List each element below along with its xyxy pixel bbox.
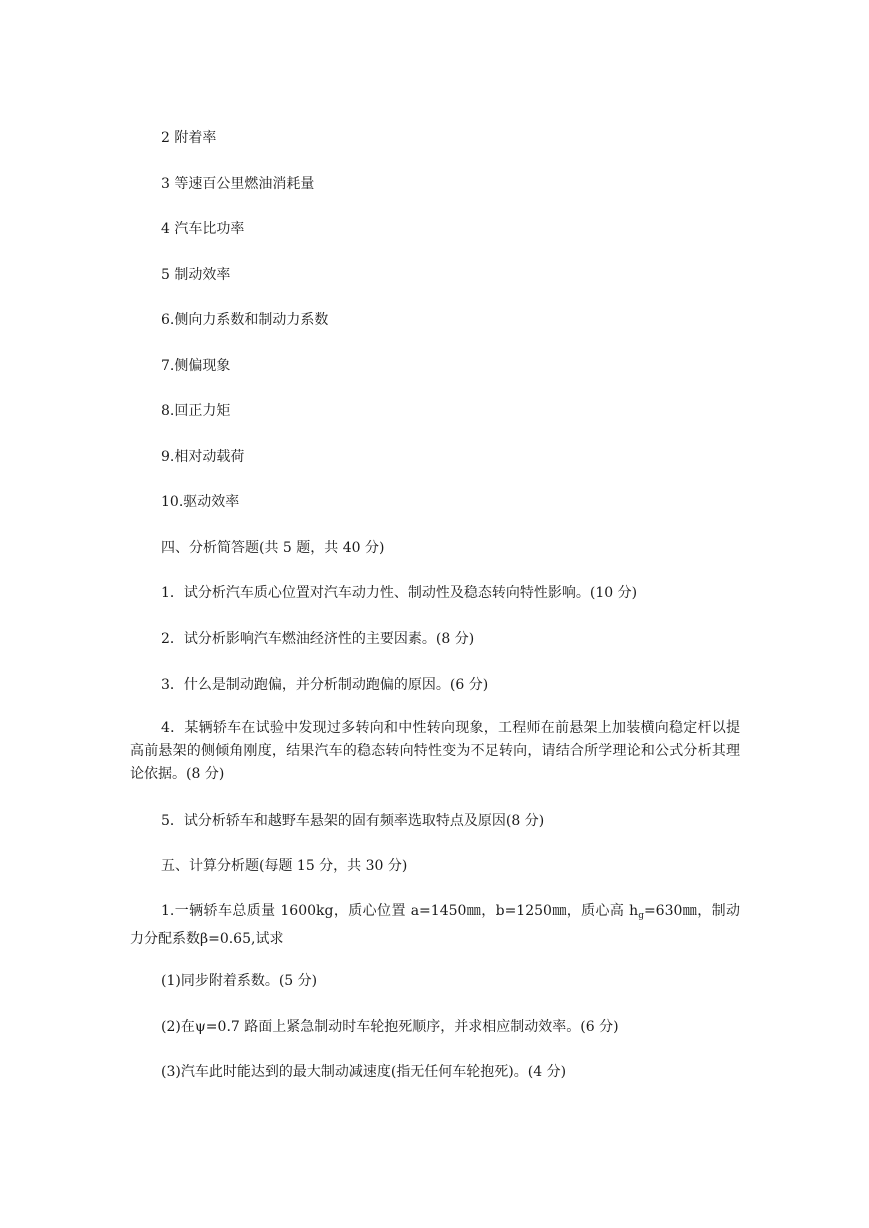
section-4-question-4: 4．某辆轿车在试验中发现过多转向和中性转向现象，工程师在前悬架上加装横向稳定杆以提高前悬架的侧倾角刚度，结果汽车的稳态转向特性变为不足转向，请结合所学理论和公式分析其理论依据。(8 分) [130,720,740,782]
definition-item-8: 8.回正力矩 [161,403,231,419]
definition-item-10: 10.驱动效率 [161,494,240,510]
definition-item-9: 9.相对动载荷 [161,449,245,465]
section-5-heading: 五、计算分析题(每题 15 分，共 30 分) [161,858,408,874]
section-4-question-5: 5．试分析轿车和越野车悬架的固有频率选取特点及原因(8 分) [161,813,545,829]
problem-1-subscript: g [638,911,644,921]
problem-1-text-a: 1.一辆轿车总质量 1600kg，质心位置 a=1450㎜，b=1250㎜，质心高 h [161,903,639,919]
problem-1-text-b: =630㎜，制动力分配系数β=0.65,试求 [130,903,740,947]
problem-1-part-1: (1)同步附着系数。(5 分) [161,973,318,989]
definition-item-3: 3 等速百公里燃油消耗量 [161,176,315,192]
definition-item-6: 6.侧向力系数和制动力系数 [161,312,329,328]
section-4-question-2: 2．试分析影响汽车燃油经济性的主要因素。(8 分) [161,631,475,647]
definition-item-4: 4 汽车比功率 [161,221,245,237]
problem-1-part-3: (3)汽车此时能达到的最大制动减速度(指无任何车轮抱死)。(4 分) [161,1064,567,1080]
section-4-heading: 四、分析简答题(共 5 题，共 40 分) [161,540,385,556]
section-5-problem-1 [130,900,740,951]
section-4-question-3: 3．什么是制动跑偏，并分析制动跑偏的原因。(6 分) [161,677,489,693]
problem-1-part-2: (2)在ψ=0.7 路面上紧急制动时车轮抱死顺序，并求相应制动效率。(6 分) [161,1019,619,1035]
definition-item-7: 7.侧偏现象 [161,358,231,374]
definition-item-5: 5 制动效率 [161,267,231,283]
definition-item-2: 2 附着率 [161,130,217,146]
section-4-question-1: 1．试分析汽车质心位置对汽车动力性、制动性及稳态转向特性影响。(10 分) [161,585,638,601]
